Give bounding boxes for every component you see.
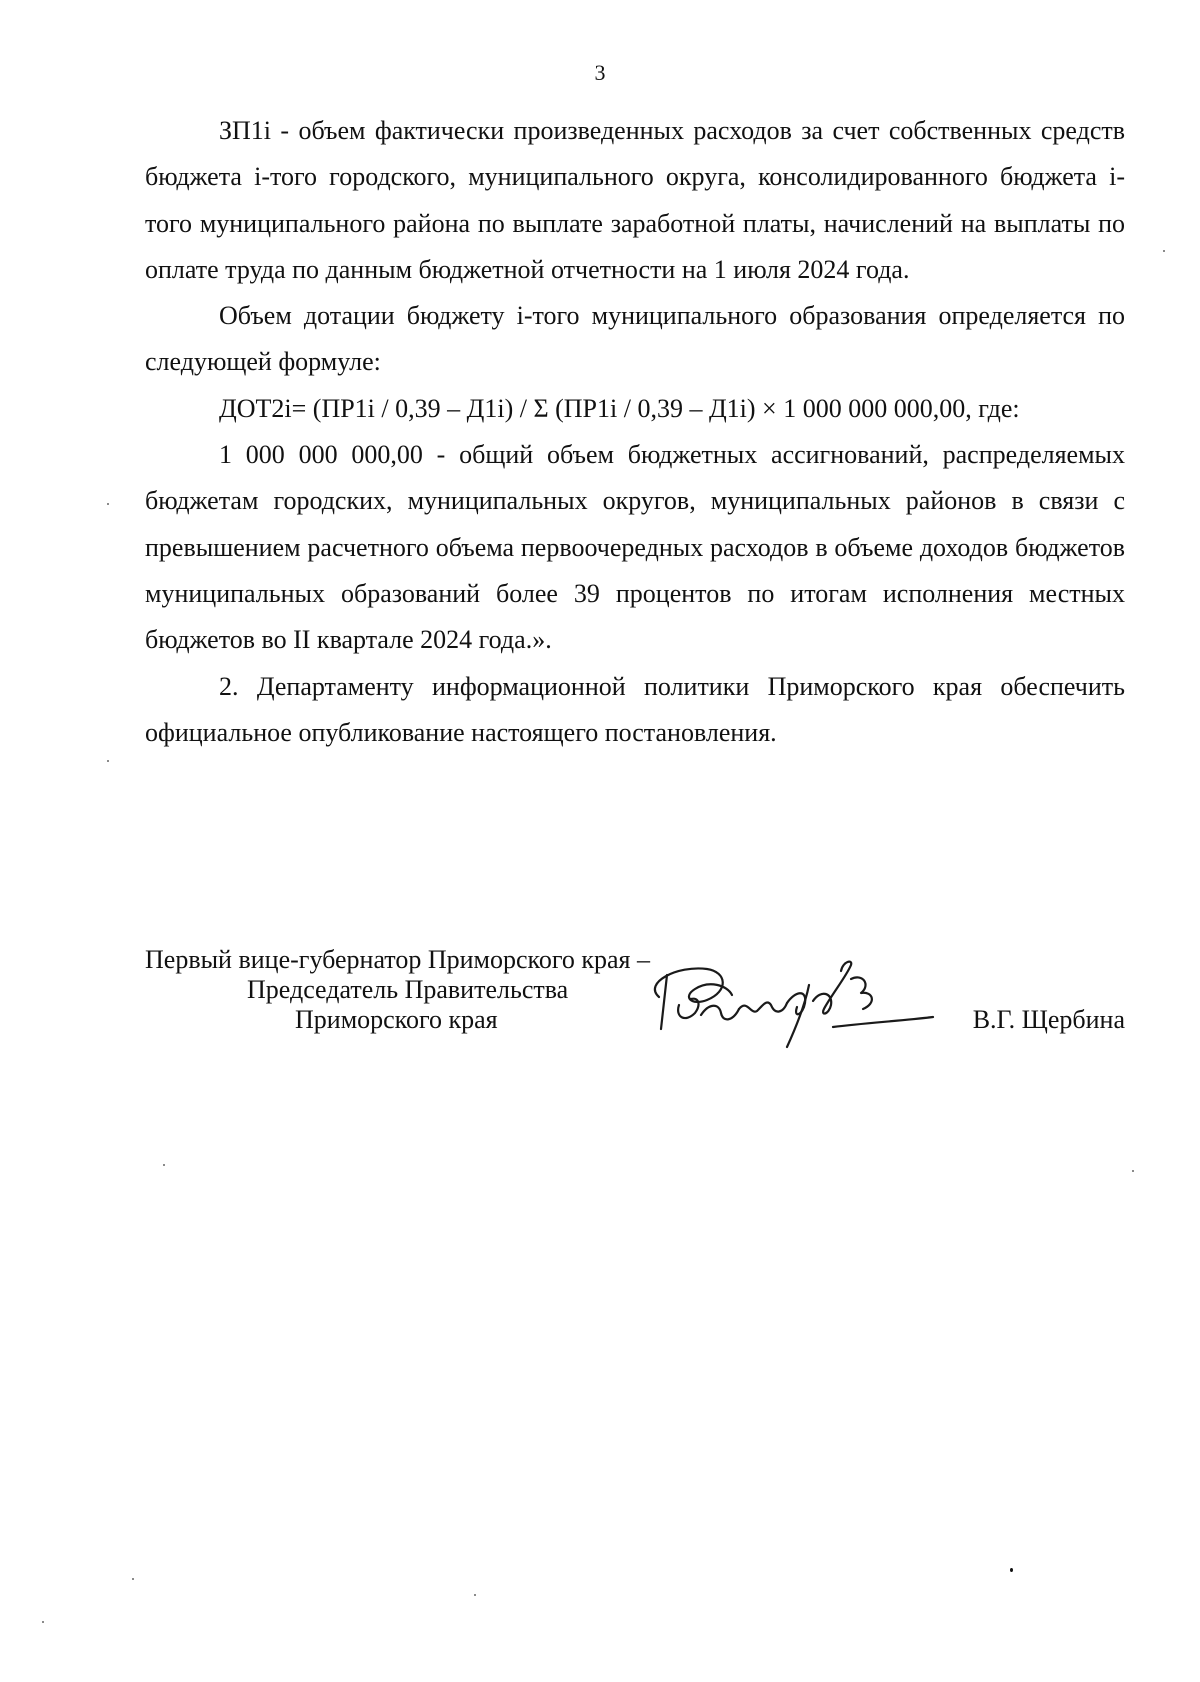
document-body	[145, 108, 1125, 756]
scan-speck	[107, 503, 109, 505]
page-number: 3	[594, 60, 606, 85]
signatory-name: В.Г. Щербина	[972, 1005, 1125, 1034]
scan-speck	[1132, 1170, 1134, 1172]
signature-block	[145, 945, 1125, 1055]
paragraph-total-amount: 1 000 000 000,00 - общий объем бюджетных ассигнований, распределяемых бюджетам городских, муниципальных округов, муниципальных районов в связи с превышением расчетного объема первоочередных расходов в объеме доходов бюджетов муниципальных образований более 39 процентов по итогам исполнения местных бюджетов во II квартале 2024 года.».	[145, 440, 1125, 655]
scan-speck	[132, 1578, 134, 1580]
scan-speck	[107, 760, 109, 762]
signatory-title-line-1: Первый вице-губернатор Приморского края –	[145, 945, 650, 974]
scan-speck	[1010, 1568, 1013, 1572]
paragraph-item-2: 2. Департаменту информационной политики Приморского края обеспечить официальное опубликование настоящего постановления.	[145, 671, 1125, 747]
scan-speck	[42, 1621, 44, 1623]
formula-dot2i: ДОТ2i= (ПР1i / 0,39 – Д1i) / Σ (ПР1i / 0,39 – Д1i) × 1 000 000 000,00, где:	[219, 393, 1020, 423]
scan-speck	[1163, 250, 1165, 252]
handwritten-signature	[637, 945, 937, 1055]
scan-speck	[474, 1594, 476, 1596]
paragraph-subsidy-intro: Объем дотации бюджету i-того муниципального образования определяется по следующей формуле:	[145, 301, 1125, 377]
signatory-title-line-2: Председатель Правительства	[247, 975, 569, 1004]
scan-speck	[163, 1164, 165, 1166]
signatory-title-line-3: Приморского края	[295, 1005, 498, 1034]
paragraph-zp-definition: ЗП1i - объем фактически произведенных расходов за счет собственных средств бюджета i-того городского, муниципального округа, консолидированного бюджета i-того муниципального района по выплате заработной платы, начислений на выплаты по оплате труда по данным бюджетной отчетности на 1 июля 2024 года.	[145, 116, 1125, 284]
